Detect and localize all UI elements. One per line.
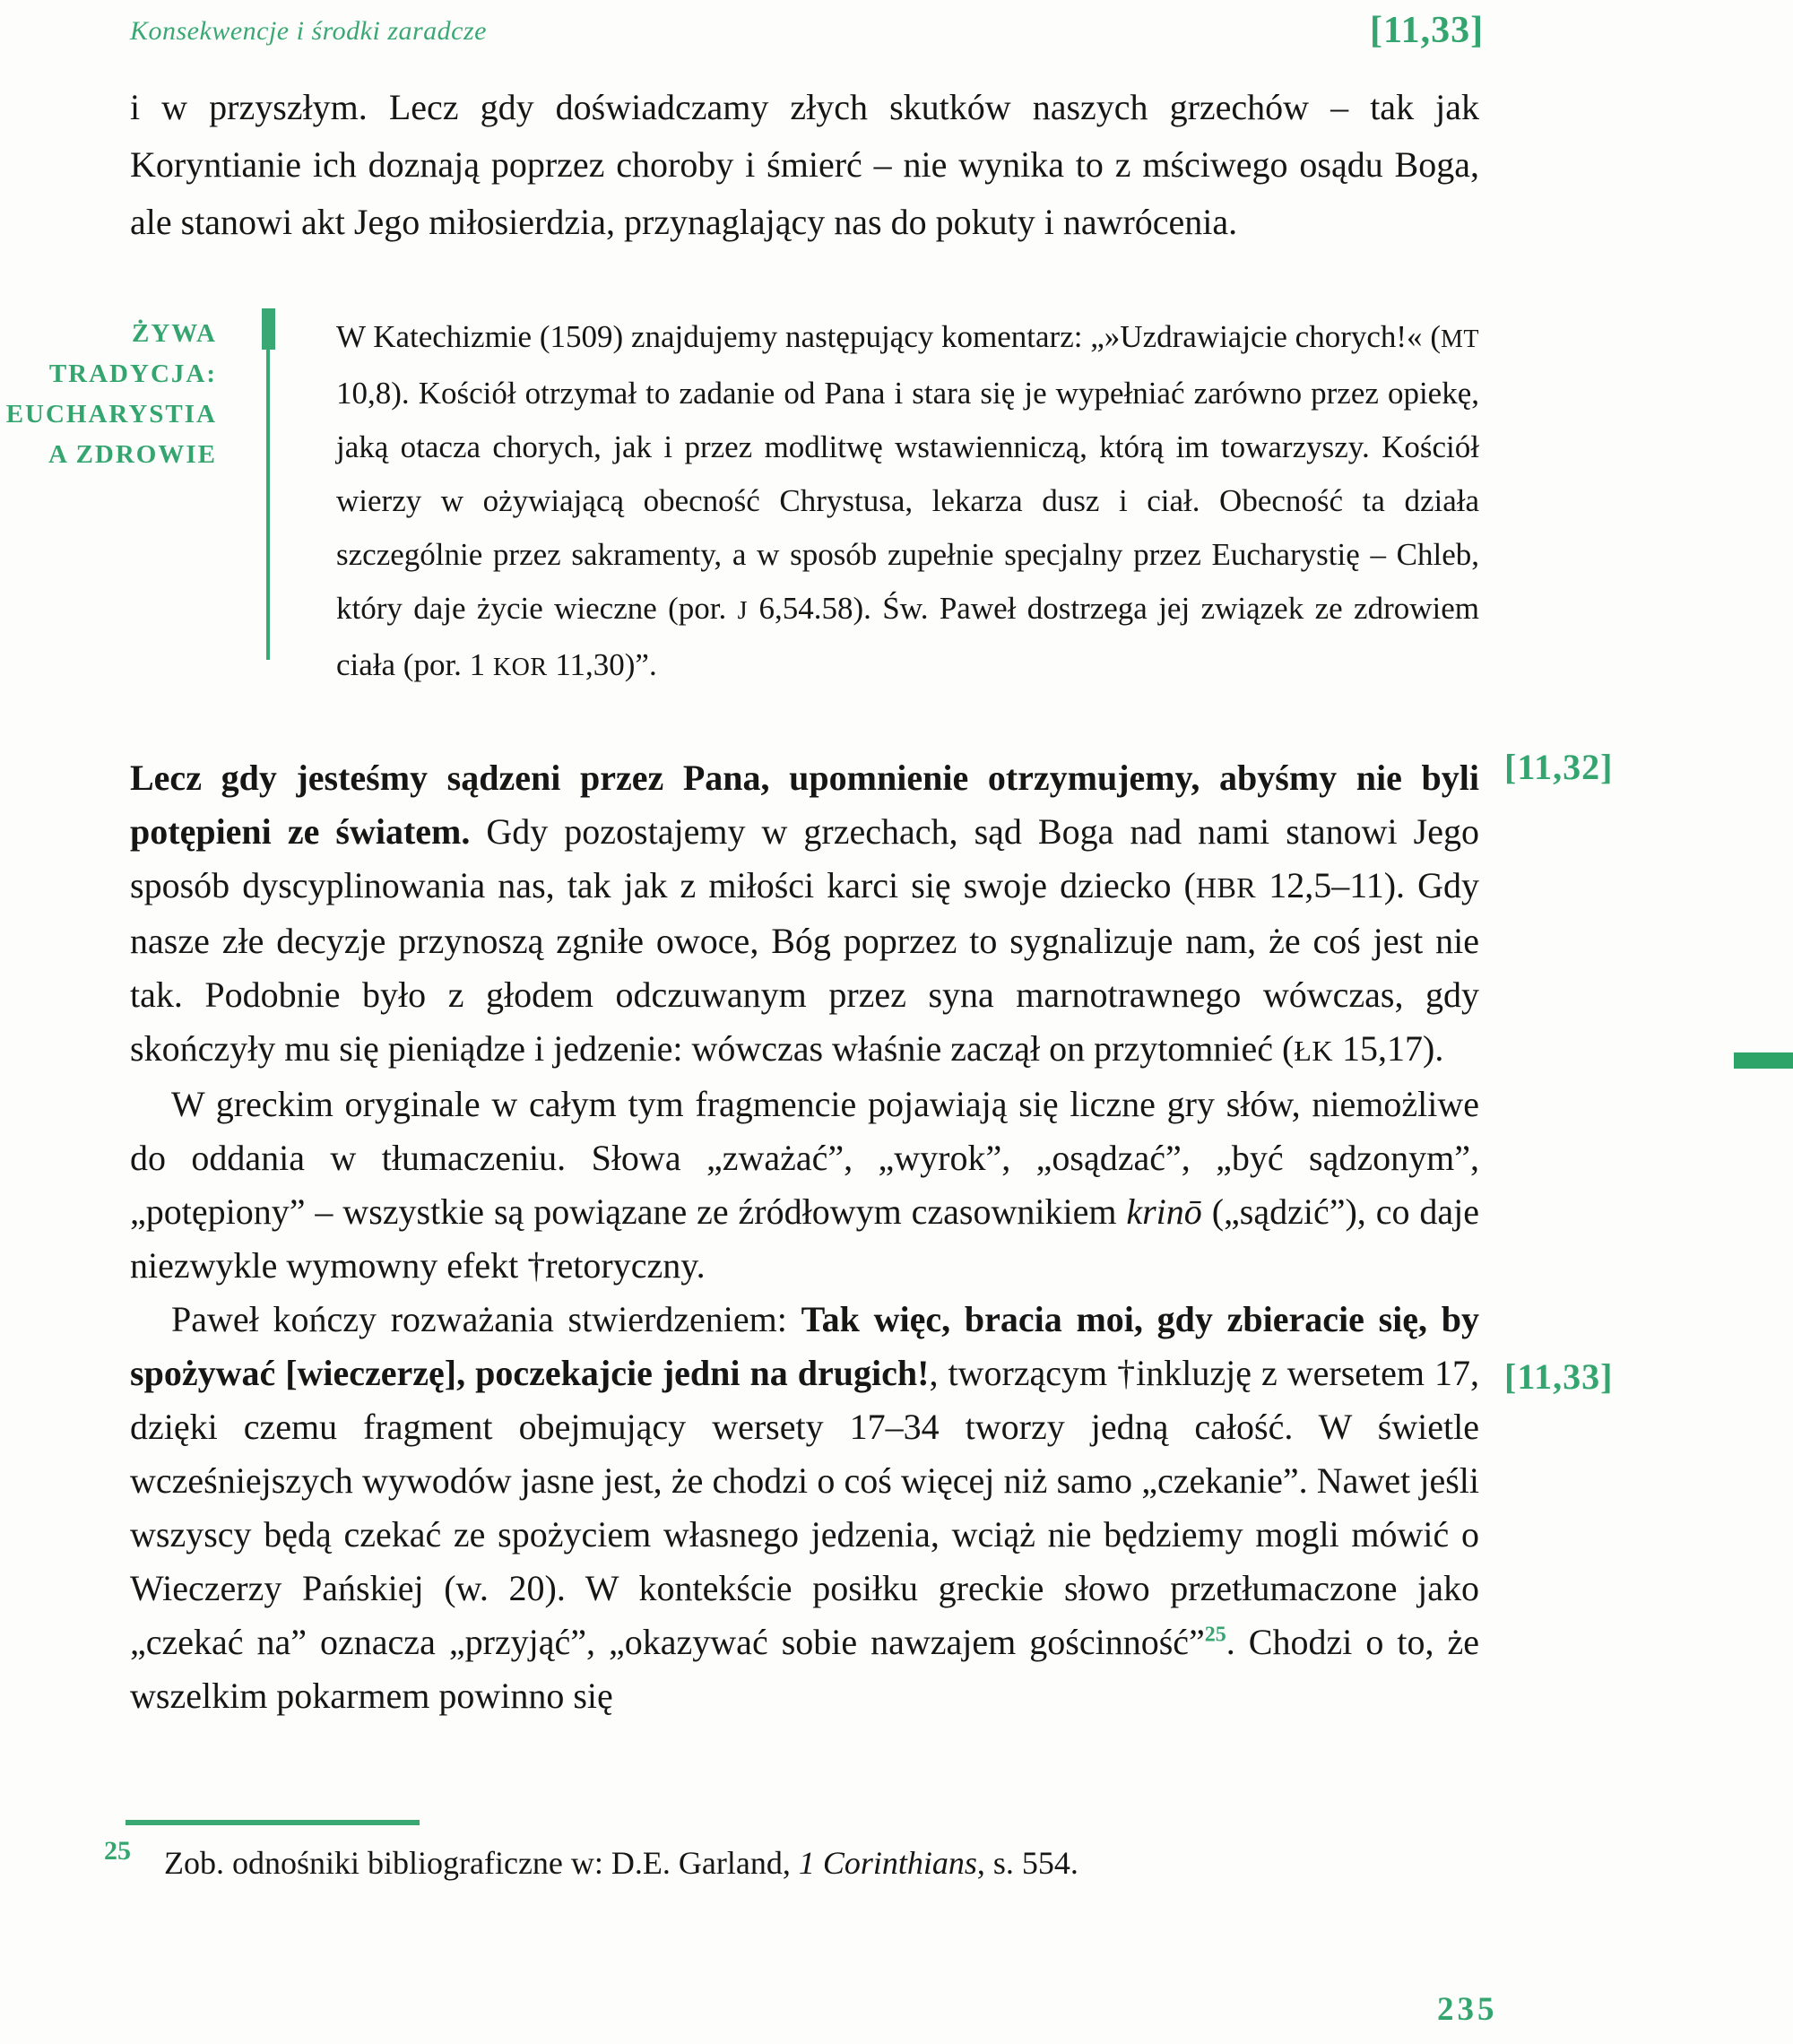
- body-text: [130, 751, 1479, 1723]
- tradition-quote: W Katechizmie (1509) znajdujemy następujący komentarz: „»Uzdrawiajcie chorych!« (MT 10,8). Kościół otrzymał to zadanie od Pana i stara się je wypełniać zarówno przez opiekę, jaką otacza chorych, jak i przez modlitwę wstawienniczą, którą im towarzyszy. Kościół wierzy w ożywiającą obecność Chrystusa, lekarza dusz i ciał. Obecność ta działa szczególnie przez sakramenty, a w sposób zupełnie specjalny przez Eucharystię – Chleb, który daje życie wieczne (por. J 6,54.58). Św. Paweł dostrzega jej związek ze zdrowiem ciała (por. 1 KOR 11,30)”.: [336, 319, 1479, 682]
- footnote-rule: [126, 1820, 420, 1825]
- margin-verse-marker: [11,33]: [1504, 1356, 1614, 1397]
- footnote-text: Zob. odnośniki bibliograficzne w: D.E. Garland, 1 Corinthians, s. 554.: [164, 1845, 1078, 1881]
- body-paragraph: Paweł kończy rozważania stwierdzeniem: Tak więc, bracia moi, gdy zbieracie się, by spożywać [wieczerzę], poczekajcie jedni na drugich!, tworzącym †inkluzję z wersetem 17, dzięki czemu fragment obejmujący wersety 17–34 tworzy jedną całość. W świetle wcześniejszych wywodów jasne jest, że chodzi o coś więcej niż samo „czekanie”. Nawet jeśli wszyscy będą czekać ze spożyciem własnego jedzenia, wciąż nie będziemy mogli mówić o Wieczerzy Pańskiej (w. 20). W kontekście posiłku greckie słowo przetłumaczone jako „czekać na” oznacza „przyjąć”, „okazywać sobie nawzajem gościnność”$^{25}$. Chodzi o to, że wszelkim pokarmem powinno się: [130, 1299, 1479, 1716]
- margin-verse-marker: [11,32]: [1504, 747, 1614, 787]
- intro-paragraph: i w przyszłym. Lecz gdy doświadczamy złych skutków naszych grzechów – tak jak Koryntianie ich doznają poprzez choroby i śmierć – nie wynika to z mściwego osądu Boga, ale stanowi akt Jego miłosierdzia, przynaglający nas do pokuty i nawrócenia.: [130, 87, 1479, 242]
- header-verse-ref: [11,33]: [1370, 10, 1485, 51]
- body-paragraph: Lecz gdy jesteśmy sądzeni przez Pana, upomnienie otrzymujemy, abyśmy nie byli potępieni ze światem. Gdy pozostajemy w grzechach, sąd Boga nad nami stanowi Jego sposób dyscyplinowania nas, tak jak z miłości karci się swoje dziecko (HBR 12,5–11). Gdy nasze złe decyzje przynoszą zgniłe owoce, Bóg poprzez to sygnalizuje nam, że coś jest nie tak. Podobnie było z głodem odczuwanym przez syna marnotrawnego wówczas, gdy skończyły mu się pieniądze i jedzenie: wówczas właśnie zaczął on przytomnieć (ŁK 15,17).: [130, 758, 1479, 1069]
- footnote-number: 25: [104, 1836, 131, 1866]
- body-paragraph: W greckim oryginale w całym tym fragmencie pojawiają się liczne gry słów, niemożliwe do oddania w tłumaczeniu. Słowa „zważać”, „wyrok”, „osądzać”, „być sądzonym”, „potępiony” – wszystkie są powiązane ze źródłowym czasownikiem krinō („sądzić”), co daje niezwykle wymowny efekt †retoryczny.: [130, 1084, 1479, 1286]
- margin-note-label-line: EUCHARYSTIA: [5, 400, 217, 429]
- margin-note-label-line: TRADYCJA:: [48, 359, 217, 388]
- page-number: 235: [1437, 1991, 1498, 2028]
- quote-bar-line: [266, 308, 270, 660]
- page-edge-tab: [1734, 1052, 1793, 1069]
- running-header-title: Konsekwencje i środki zaradcze: [130, 16, 487, 46]
- margin-note-label: [0, 314, 217, 475]
- margin-note-label-line: ŻYWA: [131, 319, 217, 348]
- margin-note-label-line: A ZDROWIE: [48, 440, 217, 469]
